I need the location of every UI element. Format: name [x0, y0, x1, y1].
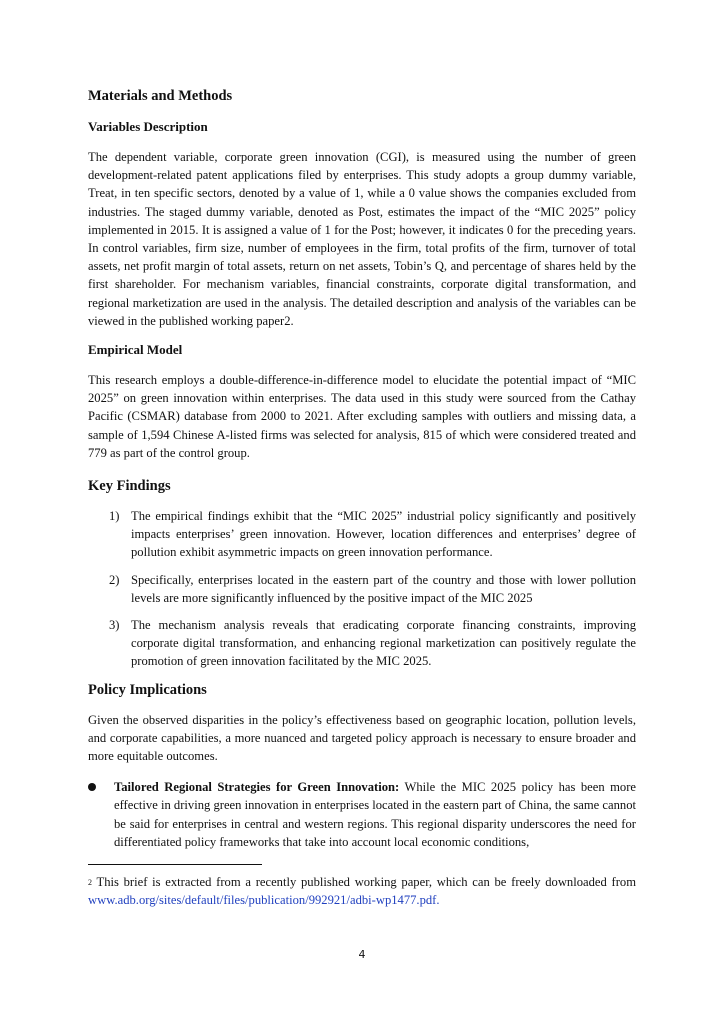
list-item-text: Specifically, enterprises located in the eastern part of the country and those with lower pollution levels are more significantly influenced by the positive impact of the MIC 2025	[131, 572, 636, 605]
footnote-link[interactable]: www.adb.org/sites/default/files/publication/992921/adbi-wp1477.pdf.	[88, 893, 440, 908]
footnote-divider	[88, 864, 262, 865]
section-title-key-findings: Key Findings	[88, 478, 171, 495]
footnote-text: This brief is extracted from a recently published working paper, which can be freely downloaded from	[92, 875, 636, 889]
subsection-title-variables: Variables Description	[88, 119, 208, 134]
bullet-text: While the MIC 2025 policy has been more effective in driving green innovation in enterprises located in the eastern part of China, the same cannot be said for enterprises in central and western regions. This regional disparity underscores the need for differentiated policy frameworks that take into account local economic conditions,	[114, 780, 637, 849]
empirical-model-paragraph: This research employs a double-difference-in-difference model to elucidate the potential impact of “MIC 2025” on green innovation within enterprises. The data used in this study were sourced from the Cathay Pacific (CSMAR) database from 2000 to 2021. After excluding samples with outliers and missing data, a sample of 1,594 Chinese A-listed firms was selected for analysis, 815 of which were considered treated and 779 as part of the control group.	[88, 373, 636, 460]
bullet-dot-icon	[88, 783, 96, 791]
section-title-policy-implications: Policy Implications	[88, 681, 207, 698]
list-item-text: The mechanism analysis reveals that eradicating corporate financing constraints, improving corporate digital transformation, and enhancing regional marketization can positively regulate the promotion of green innovation facilitated by the MIC 2025.	[131, 618, 636, 669]
footnote-marker: 2	[88, 878, 92, 887]
list-item	[88, 507, 636, 562]
section-title-materials-methods: Materials and Methods	[88, 88, 233, 104]
bullet-paragraph	[114, 778, 636, 851]
policy-intro-paragraph: Given the observed disparities in the policy’s effectiveness based on geographic location, pollution levels, and corporate capabilities, a more nuanced and targeted policy approach is necessary to ensure broader and more equitable outcomes.	[88, 712, 636, 764]
bullet-item	[88, 778, 636, 851]
list-item-number: 1)	[109, 509, 120, 524]
list-item-text: The empirical findings exhibit that the “MIC 2025” industrial policy significantly and positively impacts enterprises’ green innovation. However, location differences and enterprises’ degree of pollution exhibit asymmetric impacts on green innovation performance.	[131, 509, 636, 560]
list-item-number: 2)	[109, 572, 120, 587]
findings-list	[88, 507, 636, 671]
bullet-heading: Tailored Regional Strategies for Green Innovation:	[114, 780, 400, 795]
list-item	[88, 571, 636, 607]
list-item-number: 3)	[109, 618, 120, 633]
list-item	[88, 616, 636, 671]
variables-paragraph: The dependent variable, corporate green innovation (CGI), is measured using the number of green development-related patent applications filed by enterprises. This study adopts a group dummy variable, Treat, in ten specific sectors, denoted by a value of 1, while a 0 value shows the companies excluded from industries. The staged dummy variable, denoted as Post, estimates the impact of the “MIC 2025” policy implemented in 2015. It is assigned a value of 1 for the Post; however, it indicates 0 for the preceding years. In control variables, firm size, number of employees in the firm, total profits of the firm, turnover of total assets, net profit margin of total assets, return on net assets, Tobin’s Q, and percentage of shares held by the first shareholder. For mechanism variables, financial constraints, corporate digital transformation, and regional marketization are used in the analysis. The detailed description and analysis of the variables can be viewed in the published working paper2.	[88, 150, 636, 328]
document-body	[88, 86, 636, 851]
footnote	[88, 873, 636, 909]
page-number: 4	[358, 948, 366, 961]
subsection-title-empirical-model: Empirical Model	[88, 342, 183, 358]
